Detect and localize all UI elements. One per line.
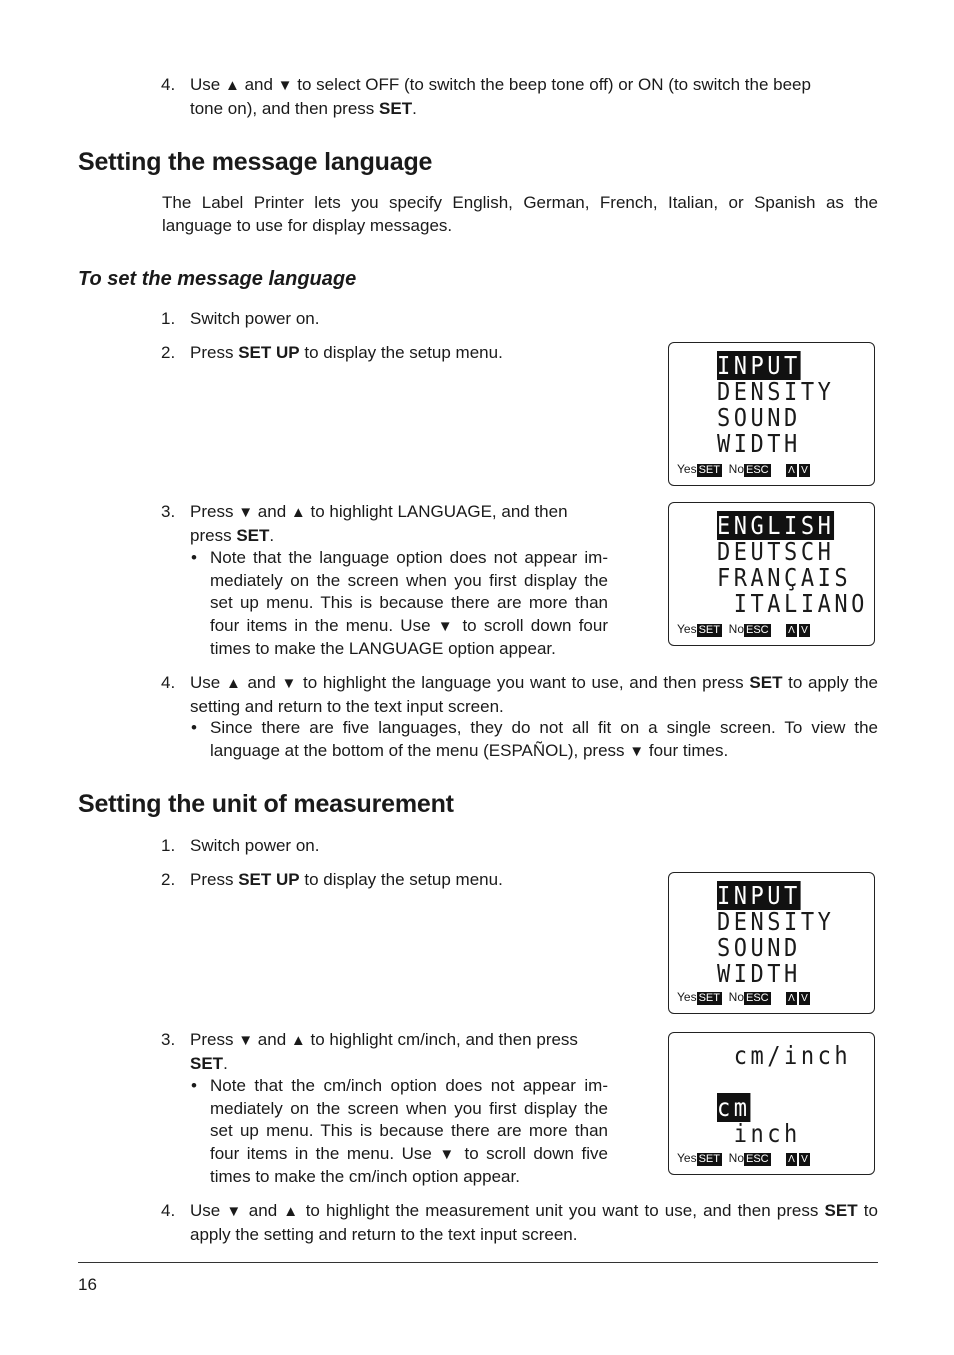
lcd-line: DENSITY [717,907,835,936]
down-triangle-icon: ▼ [439,1145,457,1163]
lcd-line: FRANÇAIS [717,563,852,592]
lcd-line: SOUND [717,933,801,962]
lcd-line: ITALIANO [717,589,868,618]
esc-key-icon: ESC [746,1153,769,1165]
lcd-screen-language-menu [668,502,875,646]
lcd-screen-setup-menu [668,872,875,1014]
down-triangle-icon: ▼ [437,617,456,635]
set-key-icon: SET [698,1153,720,1165]
down-arrow-icon: V [799,992,810,1005]
lcd-line [717,1069,851,1095]
step-text: Press SET UP to display the setup menu. [190,870,503,889]
lcd-screen-setup-menu [668,342,875,486]
down-arrow-icon: V [799,624,810,637]
set-key-icon: SET [698,992,720,1004]
esc-key-icon: ESC [746,464,769,476]
lcd-footer: Yes SET No ESC Λ V [677,462,810,477]
lcd-highlighted-line: cm [717,1093,751,1122]
note-text: Note that the cm/inch option does not appear im-mediately on the screen when you first display the set up menu. This is because there are more than four items in the menu. Use ▼ to scroll down five times to make the cm/inch option appear. [210,1076,608,1186]
lcd-line: SOUND [717,403,801,432]
bullet-icon: • [191,548,197,567]
down-triangle-icon: ▼ [281,675,298,692]
lcd-line: inch [717,1119,801,1148]
section-title: Setting the message language [78,148,433,176]
up-triangle-icon: ▲ [290,504,306,521]
step-text: Press SET UP to display the setup menu. [190,343,503,362]
up-arrow-icon: Λ [786,464,797,477]
lcd-highlighted-line: ENGLISH [717,511,835,540]
down-triangle-icon: ▼ [238,504,254,521]
step-number: 1. [161,309,176,328]
lcd-line: DEUTSCH [717,537,835,566]
lcd-line: WIDTH [717,959,801,988]
down-triangle-icon: ▼ [238,1032,254,1049]
lcd-footer: Yes SET No ESC Λ V [677,1151,810,1166]
down-triangle-icon: ▼ [277,77,293,94]
down-triangle-icon: ▼ [629,742,645,760]
esc-key-icon: ESC [746,624,769,636]
set-key-icon: SET [698,464,720,476]
step-number: 1. [161,836,176,855]
lcd-footer: Yes SET No ESC Λ V [677,622,810,637]
step-number: 2. [161,870,176,889]
lcd-line: cm/inch [717,1041,852,1070]
lcd-footer: Yes SET No ESC Λ V [677,990,810,1005]
step-text: Switch power on. [190,836,320,855]
step-text: Press ▼ and ▲ to highlight LANGUAGE, and then press SET. [190,502,568,545]
step-text: Use ▼ and ▲ to highlight the measurement unit you want to use, and then press SET to apply the setting and return to the text input screen. [190,1201,878,1244]
down-arrow-icon: V [799,1153,810,1166]
step-number: 4. [161,1201,176,1220]
step-text: Switch power on. [190,309,320,328]
bullet-icon: • [191,718,197,737]
up-triangle-icon: ▲ [225,675,242,692]
set-key-icon: SET [698,624,720,636]
lcd-line: DENSITY [717,377,835,406]
step-number: 3. [161,1030,176,1049]
up-arrow-icon: Λ [786,992,797,1005]
lcd-line: WIDTH [717,429,801,458]
section-title: Setting the unit of measurement [78,790,454,818]
step-number: 4. [161,75,176,94]
lcd-highlighted-line: INPUT [717,881,801,910]
step-number: 4. [161,673,176,692]
bullet-icon: • [191,1076,197,1095]
page-number: 16 [78,1275,97,1294]
subsection-title: To set the message language [78,268,357,290]
up-triangle-icon: ▲ [290,1032,306,1049]
note-text: Note that the language option does not appear im-mediately on the screen when you first display the set up menu. This is because there are more than four items in the menu. Use ▼ to scroll down four times to make the LANGUAGE option appear. [210,548,608,658]
footer-rule [78,1262,878,1263]
intro-paragraph: The Label Printer lets you specify English, German, French, Italian, or Spanish as the language to use for display messages. [162,193,878,235]
esc-key-icon: ESC [746,992,769,1004]
down-triangle-icon: ▼ [226,1203,243,1220]
step-text: Use ▲ and ▼ to select OFF (to switch the beep tone off) or ON (to switch the beep tone on), and then press SET. [190,75,811,118]
down-arrow-icon: V [799,464,810,477]
step-text: Press ▼ and ▲ to highlight cm/inch, and then press SET. [190,1030,578,1073]
up-triangle-icon: ▲ [224,77,240,94]
up-arrow-icon: Λ [786,1153,797,1166]
step-number: 3. [161,502,176,521]
note-text: Since there are five languages, they do not all fit on a single screen. To view the language at the bottom of the menu (ESPAÑOL), press ▼ four times. [210,718,878,760]
step-number: 2. [161,343,176,362]
lcd-screen-unit-menu [668,1032,875,1175]
up-triangle-icon: ▲ [283,1203,300,1220]
lcd-highlighted-line: INPUT [717,351,801,380]
up-arrow-icon: Λ [786,624,797,637]
step-text: Use ▲ and ▼ to highlight the language you want to use, and then press SET to apply the setting and return to the text input screen. [190,673,878,716]
